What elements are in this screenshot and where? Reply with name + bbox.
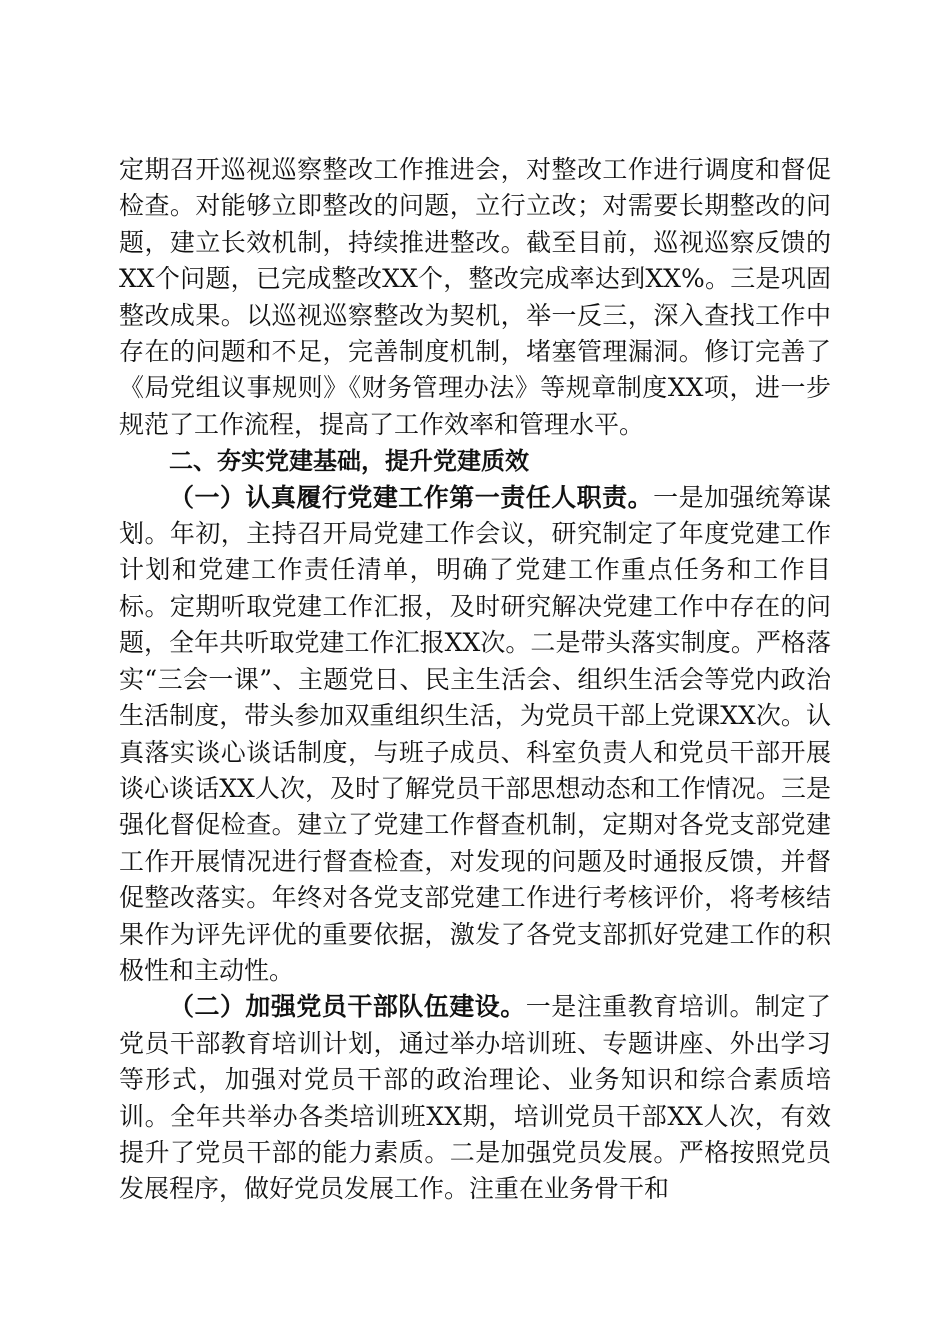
paragraph-1-text: 定期召开巡视巡察整改工作推进会，对整改工作进行调度和督促检查。对能够立即整改的问题，立行立改；对需要长期整改的问题，建立长效机制，持续推进整改。截至目前，巡视巡察反馈的XX个问题，已完成整改XX个，整改完成率达到XX%。三是巩固整改成果。以巡视巡察整改为契机，举一反三，深入查找工作中存在的问题和不足，完善制度机制，堵塞管理漏洞。修订完善了《局党组议事规则》《财务管理办法》等规章制度XX项，进一步规范了工作流程，提高了工作效率和管理水平。	[119, 155, 831, 439]
subsection-title-2-1: （一）认真履行党建工作第一责任人职责。	[169, 482, 654, 512]
paragraph-section-2-1	[119, 480, 831, 990]
paragraph-continuation	[119, 152, 831, 443]
subsection-body-2-2: 一是注重教育培训。制定了党员干部教育培训计划，通过举办培训班、专题讲座、外出学习等形式，加强对党员干部的政治理论、业务知识和综合素质培训。全年共举办各类培训班XX期，培训党员干部XX人次，有效提升了党员干部的能力素质。二是加强党员发展。严格按照党员发展程序，做好党员发展工作。注重在业务骨干和	[119, 992, 831, 1204]
subsection-title-2-2: （二）加强党员干部队伍建设。	[169, 992, 526, 1022]
paragraph-section-2-2	[119, 989, 831, 1207]
section-heading-2: 二、夯实党建基础，提升党建质效	[169, 447, 529, 476]
subsection-body-2-1: 一是加强统筹谋划。年初，主持召开局党建工作会议，研究制定了年度党建工作计划和党建工作责任清单，明确了党建工作重点任务和工作目标。定期听取党建工作汇报，及时研究解决党建工作中存在的问题，全年共听取党建工作汇报XX次。二是带头落实制度。严格落实“三会一课”、主题党日、民主生活会、组织生活会等党内政治生活制度，带头参加双重组织生活，为党员干部上党课XX次。认真落实谈心谈话制度，与班子成员、科室负责人和党员干部开展谈心谈话XX人次，及时了解党员干部思想动态和工作情况。三是强化督促检查。建立了党建工作督查机制，定期对各党支部党建工作开展情况进行督查检查，对发现的问题及时通报反馈，并督促整改落实。年终对各党支部党建工作进行考核评价，将考核结果作为评先评优的重要依据，激发了各党支部抓好党建工作的积极性和主动性。	[119, 482, 831, 985]
document-body	[119, 152, 831, 1208]
